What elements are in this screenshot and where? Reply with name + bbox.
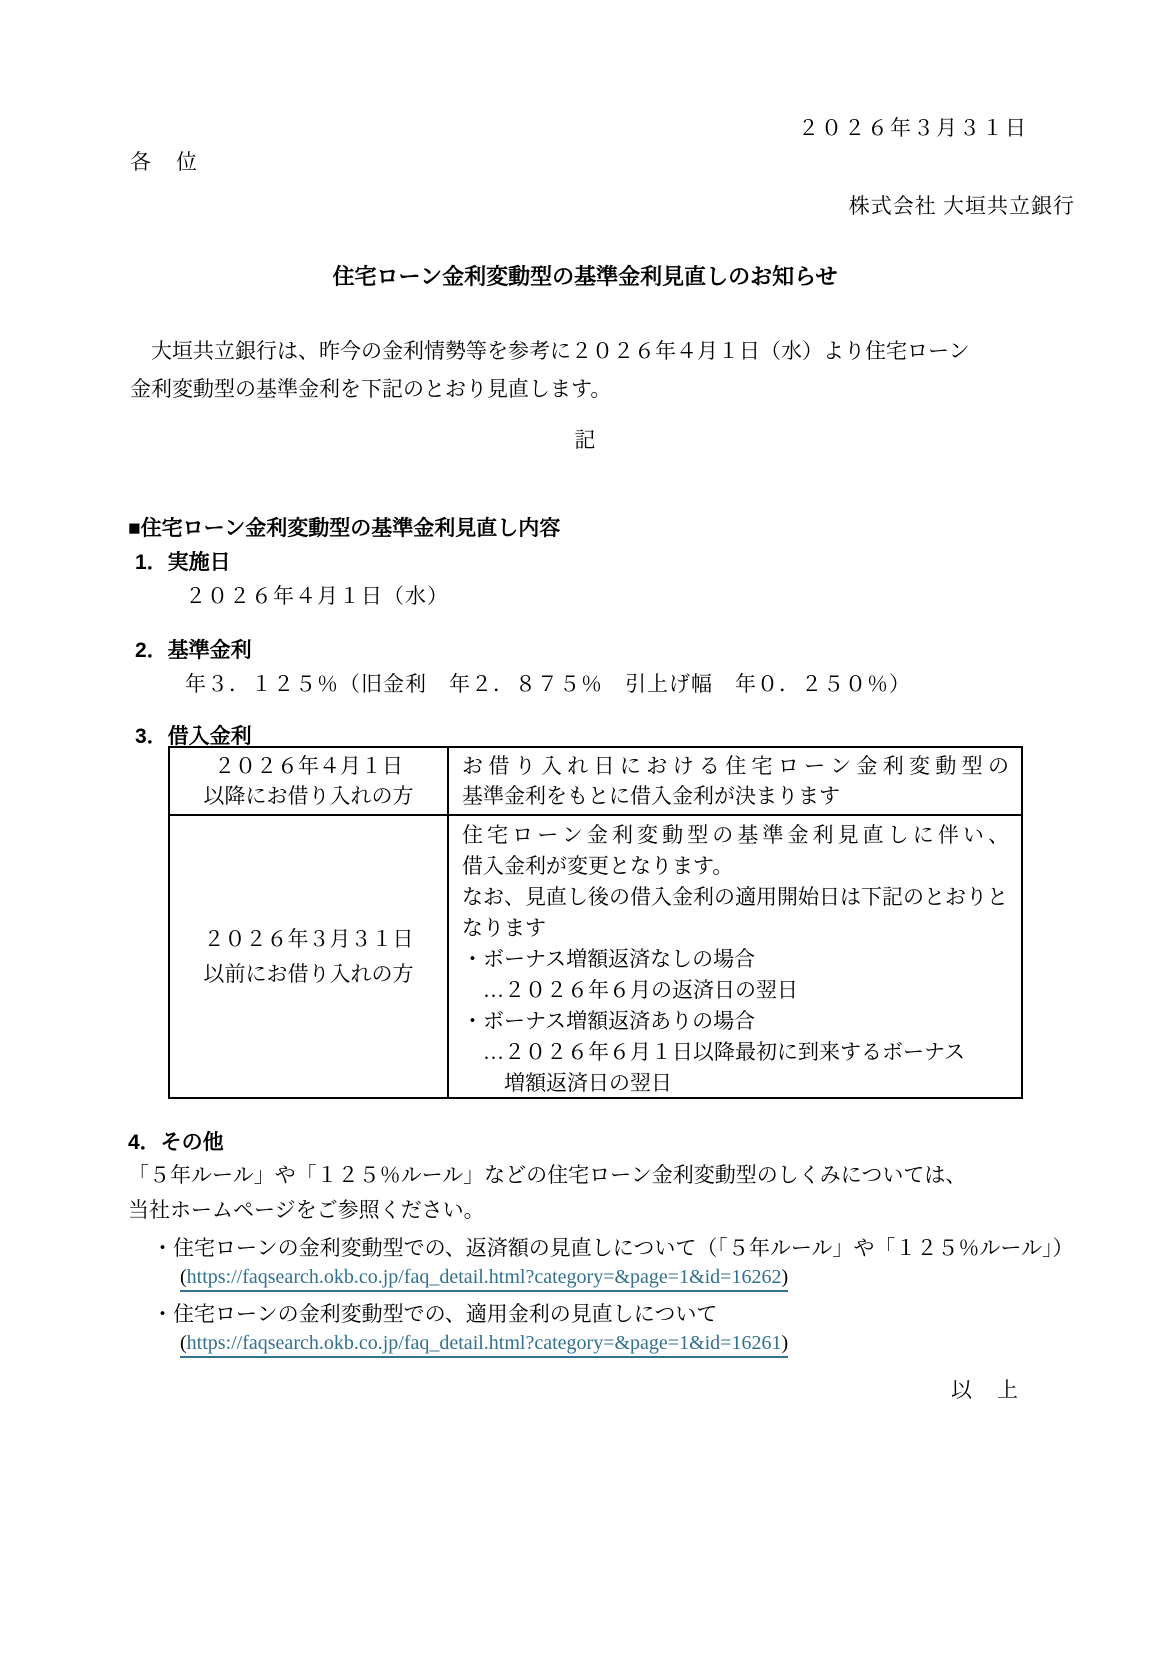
open-paren: ( [180,1332,187,1354]
table-right-line: …２０２６年６月の返済日の翌日 [462,978,798,1002]
table-row-after-april [170,748,1021,816]
table-cell-rate-description [449,748,1021,814]
section4-body-line-2: 当社ホームページをご参照ください。 [128,1198,485,1222]
company-name: 株式会社 大垣共立銀行 [848,194,1075,218]
table-right-line: 増額返済日の翌日 [462,1071,672,1095]
table-cell-rate-description [449,816,1021,1097]
faq-url-underline-1 [180,1266,788,1292]
section2-heading: 2．基準金利 [135,639,252,662]
table-left-line: 以前にお借り入れの方 [203,961,414,986]
table-right-line: 借入金利が変更となります。 [462,854,734,878]
table-cell-borrower-period [170,748,449,814]
faq-url-underline-2 [180,1332,788,1358]
table-cell-borrower-period [170,816,449,1097]
addressee-text: 各 位 [130,150,199,174]
main-section-heading: ■住宅ローン金利変動型の基準金利見直し内容 [128,517,561,540]
table-left-line: ２０２６年３月３１日 [203,926,414,951]
section3-heading: 3．借入金利 [135,725,252,748]
table-left-line: 以降にお借り入れの方 [203,784,414,808]
open-paren: ( [180,1266,187,1288]
section4-heading: 4．その他 [128,1131,224,1154]
table-right-line: なお、見直し後の借入金利の適用開始日は下記のとおりと [462,885,1008,909]
closing-marker: 以 上 [951,1378,1020,1402]
table-right-line: ・ボーナス増額返済なしの場合 [462,947,756,971]
faq-link-applied-rate-review[interactable]: https://faqsearch.okb.co.jp/faq_detail.html?category=&page=1&id=16261 [186,1332,782,1354]
section1-body: ２０２６年４月１日（水） [185,584,449,608]
table-right-line: お借り入れ日における住宅ローン金利変動型の [462,754,1009,778]
faq-bullet-applied-rate-review: ・住宅ローンの金利変動型での、適用金利の見直しについて [152,1302,718,1326]
close-paren: ) [781,1332,789,1354]
table-right-line: なります [462,916,546,940]
record-marker: 記 [574,428,596,452]
table-row-before-march [170,816,1021,1097]
intro-line-1: 大垣共立銀行は、昨今の金利情勢等を参考に２０２６年４月１日（水）より住宅ローン [130,339,970,363]
intro-line-2: 金利変動型の基準金利を下記のとおり見直します。 [130,377,612,401]
section4-body-line-1: 「５年ルール」や「１２５％ルール」などの住宅ローン金利変動型のしくみについては、 [128,1163,967,1187]
intro-paragraph [130,332,1042,408]
table-right-line: …２０２６年６月１日以降最初に到来するボーナス [462,1040,966,1064]
table-right-line: ・ボーナス増額返済ありの場合 [462,1009,756,1033]
borrowing-rate-table [168,746,1023,1099]
document-date: ２０２６年３月３１日 [798,116,1028,140]
section1-heading: 1．実施日 [135,551,231,574]
faq-bullet-repayment-review: ・住宅ローンの金利変動型での、返済額の見直しについて（「５年ルール」や「１２５％ルール」） [152,1236,1074,1260]
document-title: 住宅ローン金利変動型の基準金利見直しのお知らせ [332,264,838,289]
table-right-line: 住宅ローン金利変動型の基準金利見直しに伴い、 [462,823,1009,847]
faq-url-line-1 [180,1264,788,1292]
faq-link-repayment-review[interactable]: https://faqsearch.okb.co.jp/faq_detail.html?category=&page=1&id=16262 [186,1266,782,1288]
faq-url-line-2 [180,1330,788,1358]
table-left-line: ２０２６年４月１日 [214,754,403,778]
section4-body [128,1158,1048,1228]
close-paren: ) [781,1266,789,1288]
section2-body: 年３．１２５％（旧金利 年２．８７５％ 引上げ幅 年０．２５０％） [185,672,911,696]
table-right-line: 基準金利をもとに借入金利が決まります [462,784,840,808]
